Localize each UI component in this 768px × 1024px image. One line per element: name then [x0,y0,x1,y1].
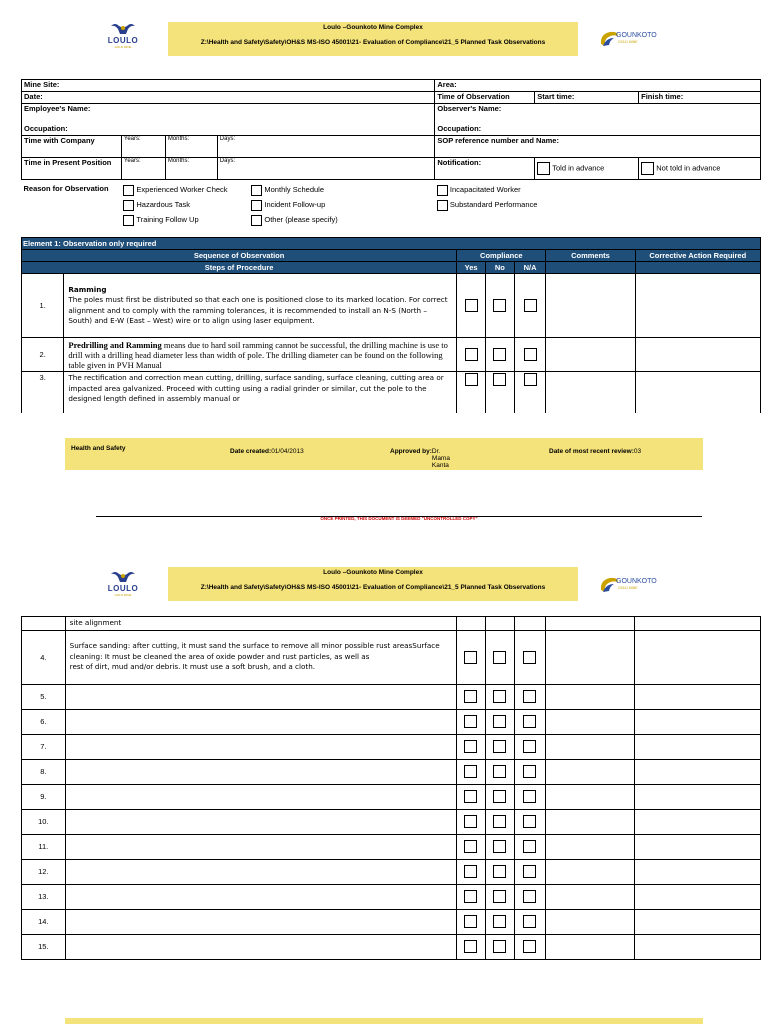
no-cell[interactable] [485,934,514,959]
na-checkbox[interactable] [523,765,536,778]
reason-substandard[interactable] [437,197,759,212]
reason-label: Reason for Observation [23,184,109,193]
step-number: 13. [22,884,66,909]
told-in-advance-checkbox[interactable] [537,162,550,175]
time-with-company-label: Time with Company [22,136,122,158]
na-checkbox[interactable] [523,790,536,803]
training-label: Training Follow Up [136,215,199,224]
other-checkbox[interactable] [251,215,262,226]
told-in-advance-option[interactable] [535,158,639,180]
step-number: 2. [22,338,64,372]
monthly-checkbox[interactable] [251,185,262,196]
comments-header: Comments [546,250,635,262]
step-title: Predrilling and Ramming [68,339,162,350]
comments-cell[interactable] [546,809,635,834]
header-bar [168,567,578,601]
incapacitated-checkbox[interactable] [437,185,448,196]
na-cell[interactable] [514,617,546,631]
na-cell[interactable] [514,709,546,734]
table-row [22,909,761,934]
step-number: 4. [22,630,66,684]
yes-cell[interactable] [456,784,485,809]
na-checkbox[interactable] [524,373,537,386]
step-text [64,338,457,372]
comments-cell[interactable] [546,834,635,859]
table-row [22,630,761,684]
gounkoto-logo [598,572,662,598]
step-text[interactable] [65,809,456,834]
table-row [22,274,761,338]
corrective-cell[interactable] [635,338,760,372]
yes-checkbox[interactable] [465,299,478,312]
na-checkbox[interactable] [524,299,537,312]
reason-training[interactable] [123,212,198,227]
na-cell[interactable] [514,372,546,414]
gounkoto-logo-sub: GOLD MINE [618,40,638,44]
corrective-cell[interactable] [635,834,761,859]
corrective-cell[interactable] [635,759,761,784]
header-title: Loulo –Gounkoto Mine Complex [323,24,423,31]
step-text[interactable] [65,709,456,734]
sequence-header: Sequence of Observation [22,250,457,262]
step-text[interactable] [65,934,456,959]
footer-review [549,448,642,455]
step-text[interactable] [65,859,456,884]
no-cell[interactable] [485,759,514,784]
loulo-logo-sub: GOLD MINE [114,45,132,49]
step-text[interactable] [65,834,456,859]
step-number: 11. [22,834,66,859]
hazardous-checkbox[interactable] [123,200,134,211]
footer-bar [65,1018,703,1024]
not-told-in-advance-label: Not told in advance [656,163,721,173]
step-number [22,617,66,631]
corrective-cell[interactable] [635,617,761,631]
step-number: 6. [22,709,66,734]
area-field[interactable]: Area: [435,80,761,92]
continuation-text: site alignment [65,617,456,631]
na-cell[interactable] [514,338,546,372]
yes-checkbox[interactable] [465,348,478,361]
comments-cell[interactable] [546,934,635,959]
not-told-in-advance-checkbox[interactable] [641,162,654,175]
header-bar [168,22,578,56]
comments-cell[interactable] [546,784,635,809]
no-cell[interactable] [485,274,514,338]
no-checkbox[interactable] [493,790,506,803]
substandard-checkbox[interactable] [437,200,448,211]
na-checkbox[interactable] [523,940,536,953]
comments-cell[interactable] [546,909,635,934]
na-cell[interactable] [514,784,546,809]
gounkoto-logo [598,26,662,52]
yes-checkbox[interactable] [464,790,477,803]
no-cell[interactable] [485,684,514,709]
no-header: No [485,262,514,274]
yes-checkbox[interactable] [465,373,478,386]
loulo-logo-sub: GOLD MINE [114,593,132,597]
footer-approved [390,448,450,469]
na-header: N/A [514,262,546,274]
no-cell[interactable] [485,734,514,759]
observer-name-field[interactable]: Observer's Name: [435,104,761,124]
reason-monthly[interactable] [251,182,324,197]
na-cell[interactable] [514,274,546,338]
time-of-observation-label: Time of Observation [435,92,535,104]
table-row [22,372,761,414]
table-row [22,684,761,709]
step-number: 3. [22,372,64,414]
not-told-in-advance-option[interactable] [639,158,761,180]
yes-checkbox[interactable] [464,765,477,778]
steps-table-page2 [21,616,761,960]
yes-cell[interactable] [456,884,485,909]
training-checkbox[interactable] [123,215,134,226]
corrective-subheader [635,262,760,274]
table-row [22,338,761,372]
yes-cell[interactable] [456,630,485,684]
header-path: Z:\Health and Safety\Safety\OH&S MS-ISO 45001\21- Evaluation of Compliance\21_5 Planned Task Observations [200,39,546,46]
reason-incident[interactable] [251,197,325,212]
step-number: 15. [22,934,66,959]
approved-label: Approved by: [390,448,432,455]
monthly-label: Monthly Schedule [264,185,325,194]
no-cell[interactable] [485,884,514,909]
yes-checkbox[interactable] [464,865,477,878]
no-cell[interactable] [485,809,514,834]
loulo-logo-text: LOULO [107,36,139,45]
incident-label: Incident Follow-up [264,200,326,209]
reason-hazardous[interactable] [123,197,190,212]
reason-other[interactable] [251,212,337,227]
told-in-advance-label: Told in advance [552,163,605,173]
page-cut-mask [20,413,762,419]
company-months-field[interactable]: Months: [165,136,217,158]
no-cell[interactable] [485,834,514,859]
table-row [22,809,761,834]
comments-cell[interactable] [546,372,635,414]
step-description: means due to hard soil ramming cannot be successful, the drilling machine is use to drill with a drilling head diameter less than width of pole. The drilling diameter can be found on the following table given in PVH Manual [68,339,448,370]
compliance-header: Compliance [457,250,546,262]
no-cell[interactable] [485,372,514,414]
hazardous-label: Hazardous Task [136,200,191,209]
no-checkbox[interactable] [493,815,506,828]
steps-header: Steps of Procedure [22,262,457,274]
no-checkbox[interactable] [493,690,506,703]
comments-cell[interactable] [546,617,635,631]
observation-form [21,79,761,228]
step-number: 8. [22,759,66,784]
reason-experienced[interactable] [123,182,227,197]
time-in-position-label: Time in Present Position [22,158,122,180]
comments-cell[interactable] [546,859,635,884]
reason-incapacitated[interactable] [437,182,759,197]
employee-name-field[interactable]: Employee's Name: [22,104,435,124]
bull-icon [109,22,137,36]
position-days-field[interactable]: Days: [217,158,435,180]
na-cell[interactable] [514,834,546,859]
step-description: Surface sanding: after cutting, it must sand the surface to remove all minor possible rust areasSurface cleaning: It must be cleaned the area of oxide powder and rust particles, as well as rest of dirt, mud and/or debris. It must use a soft brush, and a cloth. [65,630,456,684]
comments-cell[interactable] [546,684,635,709]
comments-cell[interactable] [546,630,635,684]
corrective-cell[interactable] [635,909,761,934]
uncontrolled-notice: ONCE PRINTED, THIS DOCUMENT IS DEEMED "UNCONTROLLED COPY" [320,516,478,521]
step-number: 7. [22,734,66,759]
loulo-logo [105,22,141,52]
yes-checkbox[interactable] [464,840,477,853]
step-number: 12. [22,859,66,884]
corrective-cell[interactable] [635,372,760,414]
yes-header: Yes [457,262,486,274]
table-row [22,934,761,959]
yes-cell[interactable] [456,684,485,709]
yes-cell[interactable] [456,617,485,631]
corrective-cell[interactable] [635,684,761,709]
step-text[interactable] [65,909,456,934]
no-cell[interactable] [485,784,514,809]
table-row [22,884,761,909]
step-text[interactable] [65,734,456,759]
na-cell[interactable] [514,884,546,909]
yes-checkbox[interactable] [464,715,477,728]
yes-cell[interactable] [456,734,485,759]
yes-checkbox[interactable] [464,890,477,903]
observer-occupation-field[interactable]: Occupation: [435,124,761,136]
yes-cell[interactable] [456,909,485,934]
review-value: 03 [633,448,642,455]
comments-cell[interactable] [546,709,635,734]
na-cell[interactable] [514,934,546,959]
corrective-cell[interactable] [635,630,761,684]
no-checkbox[interactable] [493,373,506,386]
no-checkbox[interactable] [493,715,506,728]
company-days-field[interactable]: Days: [217,136,435,158]
yes-checkbox[interactable] [464,740,477,753]
no-cell[interactable] [485,859,514,884]
table-row [22,709,761,734]
table-row [22,734,761,759]
mine-site-field[interactable]: Mine Site: [22,80,435,92]
header-path: Z:\Health and Safety\Safety\OH&S MS-ISO 45001\21- Evaluation of Compliance\21_5 Planned Task Observations [200,584,546,591]
no-checkbox[interactable] [493,651,506,664]
corrective-cell[interactable] [635,809,761,834]
yes-checkbox[interactable] [464,651,477,664]
steps-table-page1 [21,237,761,414]
na-cell[interactable] [514,630,546,684]
step-number: 5. [22,684,66,709]
no-cell[interactable] [485,909,514,934]
header-title: Loulo –Gounkoto Mine Complex [323,569,423,576]
no-checkbox[interactable] [493,348,506,361]
gounkoto-logo-text: GOUNKOTO [616,32,657,39]
yes-checkbox[interactable] [464,915,477,928]
loulo-logo [105,570,141,600]
gounkoto-logo-text: GOUNKOTO [616,578,657,585]
experienced-checkbox[interactable] [123,185,134,196]
corrective-cell[interactable] [635,934,761,959]
yes-checkbox[interactable] [464,940,477,953]
na-checkbox[interactable] [523,690,536,703]
reason-options-right [435,180,761,228]
na-checkbox[interactable] [523,915,536,928]
step-text[interactable] [65,684,456,709]
date-created-value: 01/04/2013 [271,448,304,455]
comments-subheader [546,262,635,274]
date-field[interactable]: Date: [22,92,435,104]
company-years-field[interactable]: Years: [121,136,165,158]
element-title: Element 1: Observation only required [22,238,761,250]
no-checkbox[interactable] [493,890,506,903]
no-checkbox[interactable] [493,765,506,778]
footer-date-created [230,448,304,455]
na-cell[interactable] [514,759,546,784]
na-checkbox[interactable] [523,865,536,878]
step-title: Ramming [68,284,107,294]
table-row [22,759,761,784]
na-checkbox[interactable] [523,740,536,753]
step-text[interactable] [65,759,456,784]
comments-cell[interactable] [546,759,635,784]
yes-checkbox[interactable] [464,815,477,828]
corrective-cell[interactable] [635,709,761,734]
no-cell[interactable] [485,630,514,684]
footer-bar [65,438,703,470]
table-row [22,859,761,884]
comments-cell[interactable] [546,884,635,909]
start-time-field[interactable]: Start time: [535,92,639,104]
yes-cell[interactable] [456,934,485,959]
finish-time-field[interactable]: Finish time: [639,92,761,104]
no-cell[interactable] [485,338,514,372]
no-checkbox[interactable] [493,740,506,753]
na-checkbox[interactable] [524,348,537,361]
sop-reference-field[interactable]: SOP reference number and Name: [435,136,761,158]
other-label: Other (please specify) [264,215,338,224]
experienced-label: Experienced Worker Check [136,185,228,194]
yes-cell[interactable] [456,759,485,784]
no-checkbox[interactable] [493,840,506,853]
no-checkbox[interactable] [493,865,506,878]
comments-cell[interactable] [546,274,635,338]
table-row [22,784,761,809]
no-cell[interactable] [485,709,514,734]
step-text[interactable] [65,884,456,909]
step-description: The poles must first be distributed so that each one is positioned close to its marked location. For correct alignment and to comply with the ramming tolerances, it is recommended to install an N-S (North – South) and E-W (East – West) wire or to align using laser equipment. [68,295,448,325]
na-cell[interactable] [514,734,546,759]
step-number: 14. [22,909,66,934]
step-number: 9. [22,784,66,809]
step-text[interactable] [65,784,456,809]
incapacitated-label: Incapacitated Worker [449,185,521,194]
review-label: Date of most recent review: [549,448,634,455]
yes-cell[interactable] [457,372,486,414]
gounkoto-logo-sub: GOLD MINE [618,586,638,590]
date-created-label: Date created: [230,448,272,455]
step-description: The rectification and correction mean cutting, drilling, surface sanding, surface cleaning, cutting area or impacted area galvanized. Proceed with cutting using a radial grinder or similar, cut the pole to the designed length defined in assembly manual or [68,373,444,403]
yes-checkbox[interactable] [464,690,477,703]
no-checkbox[interactable] [493,940,506,953]
na-checkbox[interactable] [523,815,536,828]
na-cell[interactable] [514,684,546,709]
substandard-label: Substandard Performance [449,200,538,209]
comments-cell[interactable] [546,734,635,759]
no-cell[interactable] [485,617,514,631]
step-number: 1. [22,274,64,338]
position-months-field[interactable]: Months: [165,158,217,180]
na-checkbox[interactable] [523,890,536,903]
na-cell[interactable] [514,859,546,884]
yes-cell[interactable] [456,809,485,834]
loulo-logo-text: LOULO [107,584,139,593]
incident-checkbox[interactable] [251,200,262,211]
na-checkbox[interactable] [523,715,536,728]
na-checkbox[interactable] [523,840,536,853]
no-checkbox[interactable] [493,915,506,928]
bull-icon [109,570,137,584]
reason-options-left [121,180,435,228]
na-checkbox[interactable] [523,651,536,664]
notification-label: Notification: [435,158,535,180]
step-text [64,372,457,414]
step-text [64,274,457,338]
table-row [22,834,761,859]
na-cell[interactable] [514,909,546,934]
corrective-cell[interactable] [635,884,761,909]
position-years-field[interactable]: Years: [121,158,165,180]
yes-cell[interactable] [457,338,486,372]
yes-cell[interactable] [456,859,485,884]
footer-department: Health and Safety [71,445,126,452]
corrective-cell[interactable] [635,734,761,759]
comments-cell[interactable] [546,338,635,372]
occupation-field[interactable]: Occupation: [22,124,435,136]
no-checkbox[interactable] [493,299,506,312]
corrective-cell[interactable] [635,274,760,338]
yes-cell[interactable] [456,834,485,859]
corrective-header: Corrective Action Required [635,250,760,262]
approved-value: Dr. Mama Kanta [431,448,450,469]
table-row [22,617,761,631]
yes-cell[interactable] [457,274,486,338]
corrective-cell[interactable] [635,784,761,809]
step-number: 10. [22,809,66,834]
na-cell[interactable] [514,809,546,834]
corrective-cell[interactable] [635,859,761,884]
yes-cell[interactable] [456,709,485,734]
